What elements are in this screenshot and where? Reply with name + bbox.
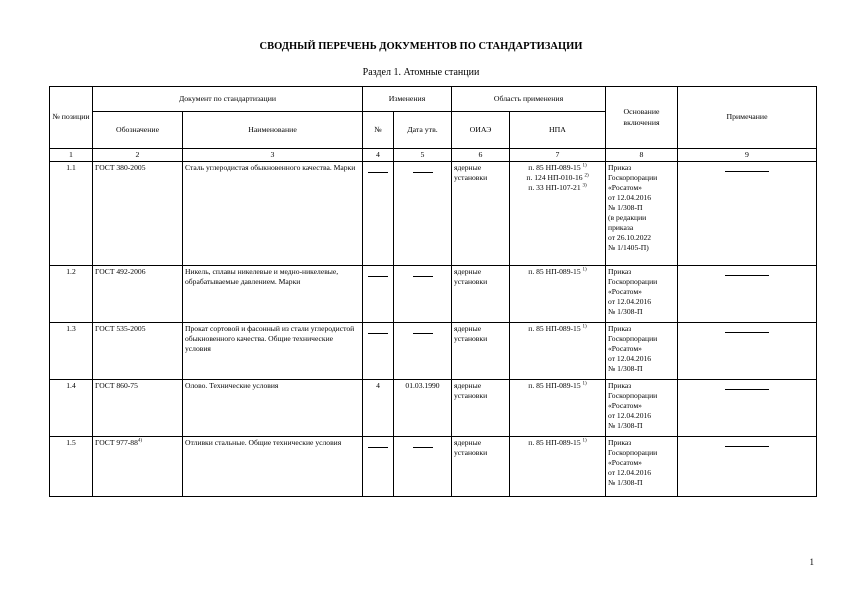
cell-oiae: ядерные установки [452, 162, 510, 266]
npa-text: п. 85 НП-089-15 [528, 163, 581, 173]
cell-name: Олово. Технические условия [183, 380, 363, 437]
dash-mark [413, 447, 433, 448]
npa-reference [512, 324, 603, 334]
header-designation: Обозначение [93, 112, 183, 149]
basis-line: № 1/308-П [608, 478, 643, 488]
dash-mark [413, 333, 433, 334]
dash-mark [413, 172, 433, 173]
npa-text: п. 33 НП-107-21 [528, 183, 581, 193]
basis-line: «Росатом» [608, 401, 642, 411]
cell-position: 1.3 [50, 323, 93, 380]
document-title: СВОДНЫЙ ПЕРЕЧЕНЬ ДОКУМЕНТОВ ПО СТАНДАРТИЗАЦИИ [259, 41, 583, 52]
npa-text: п. 124 НП-010-16 [526, 173, 583, 183]
dash-mark [368, 172, 388, 173]
cell-position: 1.5 [50, 437, 93, 497]
dash-mark [368, 447, 388, 448]
column-number: 2 [93, 149, 183, 162]
basis-line: от 12.04.2016 [608, 297, 652, 307]
column-number: 8 [606, 149, 678, 162]
dash-mark [368, 276, 388, 277]
table-row [50, 323, 817, 380]
npa-text: п. 85 НП-089-15 [528, 324, 581, 334]
designation-text: ГОСТ 492-2006 [95, 267, 146, 277]
standards-table [49, 86, 817, 497]
cell-approval-date [394, 162, 452, 266]
header-approval-date: Дата утв. [394, 112, 452, 149]
basis-line: приказа [608, 223, 634, 233]
cell-note [678, 266, 817, 323]
designation-text: ГОСТ 977-88 [95, 438, 138, 448]
npa-text: п. 85 НП-089-15 [528, 438, 581, 448]
npa-footnote: 1) [582, 438, 587, 444]
cell-name: Отливки стальные. Общие технические условия [183, 437, 363, 497]
cell-oiae: ядерные установки [452, 380, 510, 437]
npa-reference [512, 381, 603, 391]
basis-line: Приказ [608, 163, 632, 173]
designation-footnote: 4) [137, 438, 143, 444]
cell-change-no [363, 323, 394, 380]
basis-line: Госкорпорации [608, 448, 658, 458]
basis-line: от 12.04.2016 [608, 193, 652, 203]
basis-line: «Росатом» [608, 183, 642, 193]
basis-line: Приказ [608, 267, 632, 277]
cell-designation [93, 380, 183, 437]
npa-text: п. 85 НП-089-15 [528, 381, 581, 391]
cell-basis [606, 323, 678, 380]
cell-approval-date [394, 323, 452, 380]
column-number: 4 [363, 149, 394, 162]
dash-mark [725, 171, 769, 172]
npa-reference [512, 267, 603, 277]
cell-basis [606, 437, 678, 497]
cell-approval-date [394, 437, 452, 497]
npa-reference [512, 438, 603, 448]
npa-reference [512, 163, 603, 173]
basis-line: «Росатом» [608, 287, 642, 297]
basis-line: Приказ [608, 324, 632, 334]
header-document-group: Документ по стандартизации [93, 87, 363, 112]
cell-position: 1.1 [50, 162, 93, 266]
dash-mark [725, 332, 769, 333]
table-row [50, 380, 817, 437]
basis-line: № 1/308-П [608, 307, 643, 317]
section-title: Раздел 1. Атомные станции [362, 67, 480, 78]
basis-line: Госкорпорации [608, 391, 658, 401]
cell-npa [510, 323, 606, 380]
cell-designation [93, 323, 183, 380]
basis-line: № 1/308-П [608, 203, 643, 213]
header-position: № позиции [50, 87, 93, 149]
basis-line: Приказ [608, 438, 632, 448]
basis-line: от 12.04.2016 [608, 468, 652, 478]
header-changes-group: Изменения [363, 87, 452, 112]
cell-npa [510, 380, 606, 437]
column-number: 5 [394, 149, 452, 162]
table-row [50, 162, 817, 266]
cell-change-no [363, 437, 394, 497]
table-row [50, 266, 817, 323]
cell-note [678, 437, 817, 497]
cell-change-no [363, 266, 394, 323]
basis-line: № 1/308-П [608, 364, 643, 374]
basis-line: Госкорпорации [608, 334, 658, 344]
column-number: 6 [452, 149, 510, 162]
npa-footnote: 1) [582, 267, 587, 273]
basis-line: от 26.10.2022 [608, 233, 652, 243]
npa-footnote: 1) [582, 163, 587, 169]
table-row [50, 437, 817, 497]
cell-change-no: 4 [363, 380, 394, 437]
npa-reference [512, 173, 603, 183]
cell-position: 1.4 [50, 380, 93, 437]
basis-line: № 1/308-П [608, 421, 643, 431]
cell-npa [510, 266, 606, 323]
npa-text: п. 85 НП-089-15 [528, 267, 581, 277]
cell-npa [510, 437, 606, 497]
designation-text: ГОСТ 535-2005 [95, 324, 146, 334]
column-numbers-row [50, 149, 817, 162]
npa-footnote: 3) [582, 183, 587, 189]
cell-npa [510, 162, 606, 266]
basis-line: «Росатом» [608, 458, 642, 468]
cell-approval-date [394, 266, 452, 323]
cell-basis [606, 380, 678, 437]
cell-oiae: ядерные установки [452, 323, 510, 380]
header-note: Примечание [678, 87, 817, 149]
basis-line: «Росатом» [608, 344, 642, 354]
basis-line: (в редакции [608, 213, 647, 223]
column-number: 1 [50, 149, 93, 162]
cell-name: Прокат сортовой и фасонный из стали углеродистой обыкновенного качества. Общие технические условия [183, 323, 363, 380]
cell-name: Сталь углеродистая обыкновенного качества. Марки [183, 162, 363, 266]
page-number: 1 [809, 557, 814, 567]
cell-oiae: ядерные установки [452, 266, 510, 323]
header-name: Наименование [183, 112, 363, 149]
header-change-no: № [363, 112, 394, 149]
basis-line: Приказ [608, 381, 632, 391]
basis-line: Госкорпорации [608, 173, 658, 183]
cell-designation [93, 266, 183, 323]
basis-line: № 1/1405-П) [608, 243, 649, 253]
cell-position: 1.2 [50, 266, 93, 323]
cell-designation [93, 437, 183, 497]
dash-mark [725, 275, 769, 276]
dash-mark [725, 389, 769, 390]
cell-note [678, 380, 817, 437]
cell-change-no [363, 162, 394, 266]
basis-line: Госкорпорации [608, 277, 658, 287]
cell-approval-date: 01.03.1990 [394, 380, 452, 437]
npa-footnote: 1) [582, 381, 587, 387]
column-number: 3 [183, 149, 363, 162]
cell-designation [93, 162, 183, 266]
cell-name: Никель, сплавы никелевые и медно-никелевые, обрабатываемые давлением. Марки [183, 266, 363, 323]
cell-oiae: ядерные установки [452, 437, 510, 497]
basis-line: от 12.04.2016 [608, 411, 652, 421]
cell-basis [606, 162, 678, 266]
npa-footnote: 1) [582, 324, 587, 330]
dash-mark [368, 333, 388, 334]
dash-mark [413, 276, 433, 277]
header-basis: Основание включения [606, 87, 678, 149]
designation-text: ГОСТ 380-2005 [95, 163, 146, 173]
dash-mark [725, 446, 769, 447]
designation-text: ГОСТ 860-75 [95, 381, 138, 391]
header-scope-group: Область применения [452, 87, 606, 112]
column-number: 7 [510, 149, 606, 162]
npa-footnote: 2) [584, 173, 589, 179]
header-oiae: ОИАЭ [452, 112, 510, 149]
cell-basis [606, 266, 678, 323]
cell-note [678, 323, 817, 380]
header-npa: НПА [510, 112, 606, 149]
npa-reference [512, 183, 603, 193]
basis-line: от 12.04.2016 [608, 354, 652, 364]
cell-note [678, 162, 817, 266]
column-number: 9 [678, 149, 817, 162]
